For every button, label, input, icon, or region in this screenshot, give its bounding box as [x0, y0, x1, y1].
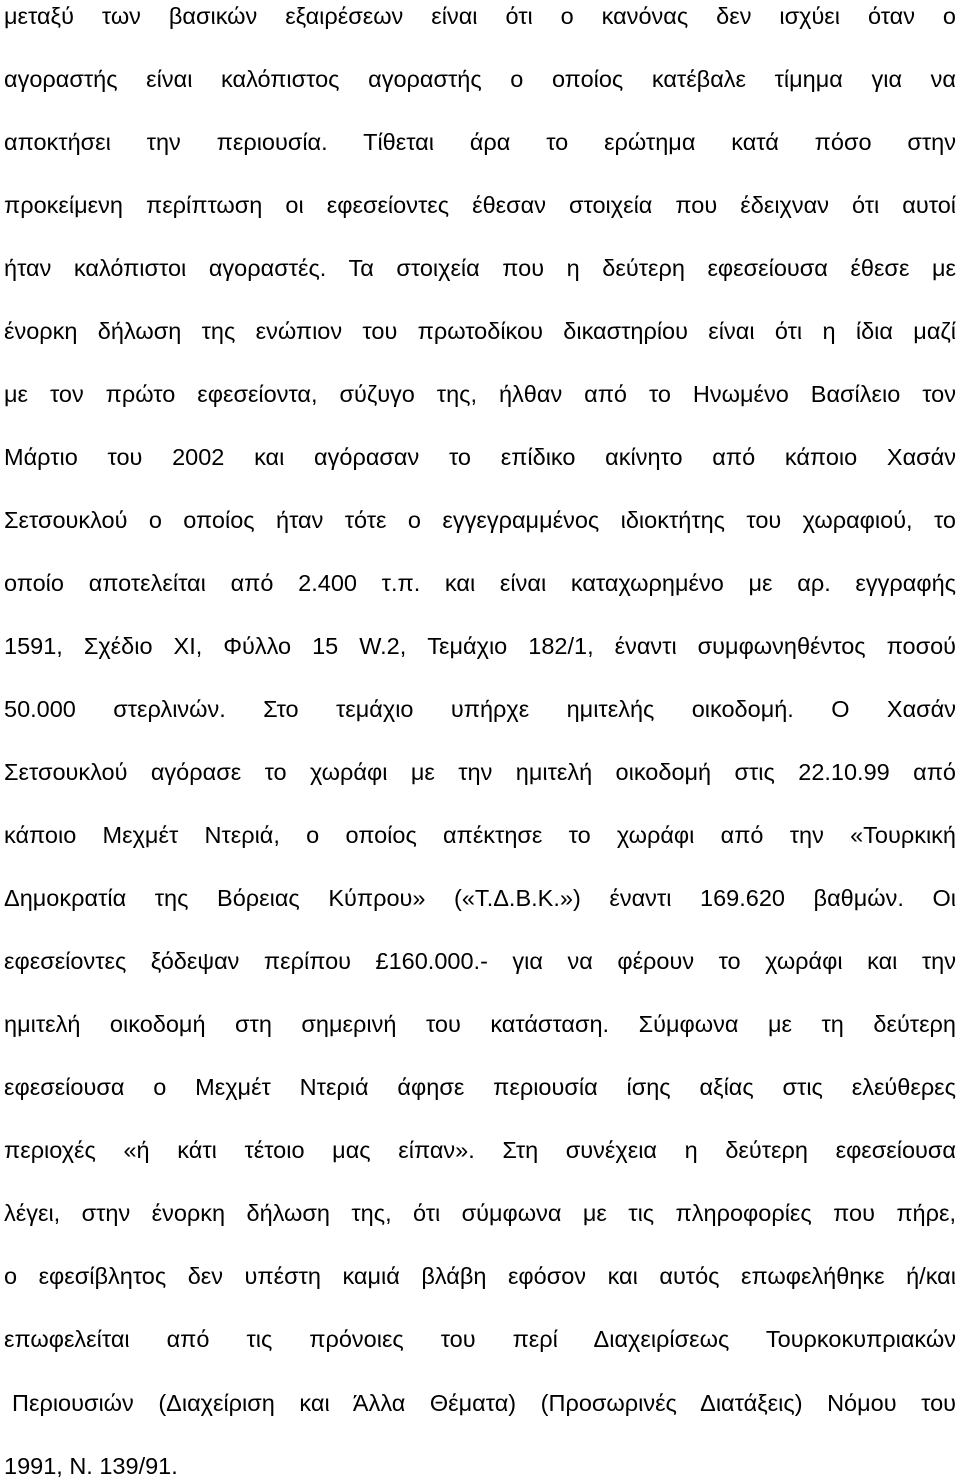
- text-line: Δημοκρατία της Βόρειας Κύπρου» («Τ.Δ.Β.Κ.») έναντι 169.620 βαθμών. Οι: [4, 885, 956, 911]
- text-line: 1991, Ν. 139/91.: [4, 1453, 178, 1479]
- text-line: κάποιο Μεχμέτ Ντεριά, ο οποίος απέκτησε το χωράφι από την «Τουρκική: [4, 822, 956, 848]
- text-line: με τον πρώτο εφεσείοντα, σύζυγο της, ήλθαν από το Ηνωμένο Βασίλειο τον: [4, 381, 956, 407]
- text-line: Σετσουκλού αγόρασε το χωράφι με την ημιτελή οικοδομή στις 22.10.99 από: [4, 759, 956, 785]
- text-line: οποίο αποτελείται από 2.400 τ.π. και είναι καταχωρημένο με αρ. εγγραφής: [4, 570, 956, 596]
- text-line: εφεσείοντες ξόδεψαν περίπου £160.000.- για να φέρουν το χωράφι και την: [4, 948, 956, 974]
- text-line: Σετσουκλού ο οποίος ήταν τότε ο εγγεγραμμένος ιδιοκτήτης του χωραφιού, το: [4, 507, 956, 533]
- text-line: Περιουσιών (Διαχείριση και Άλλα Θέματα) (Προσωρινές Διατάξεις) Νόμου του: [12, 1390, 956, 1416]
- text-line: μεταξύ των βασικών εξαιρέσεων είναι ότι ο κανόνας δεν ισχύει όταν ο: [4, 3, 956, 29]
- text-line: λέγει, στην ένορκη δήλωση της, ότι σύμφωνα με τις πληροφορίες που πήρε,: [4, 1200, 956, 1226]
- text-line: αγοραστής είναι καλόπιστος αγοραστής ο οποίος κατέβαλε τίμημα για να: [4, 66, 956, 92]
- text-line: προκείμενη περίπτωση οι εφεσείοντες έθεσαν στοιχεία που έδειχναν ότι αυτοί: [4, 192, 956, 218]
- text-line: ένορκη δήλωση της ενώπιον του πρωτοδίκου δικαστηρίου είναι ότι η ίδια μαζί: [4, 318, 956, 344]
- text-line: 50.000 στερλινών. Στο τεμάχιο υπήρχε ημιτελής οικοδομή. Ο Χασάν: [4, 696, 956, 722]
- text-line: ημιτελή οικοδομή στη σημερινή του κατάσταση. Σύμφωνα με τη δεύτερη: [4, 1011, 956, 1037]
- text-line: επωφελείται από τις πρόνοιες του περί Διαχειρίσεως Τουρκοκυπριακών: [4, 1326, 956, 1352]
- text-line: Μάρτιο του 2002 και αγόρασαν το επίδικο ακίνητο από κάποιο Χασάν: [4, 444, 956, 470]
- text-line: αποκτήσει την περιουσία. Τίθεται άρα το ερώτημα κατά πόσο στην: [4, 129, 956, 155]
- text-line: εφεσείουσα ο Μεχμέτ Ντεριά άφησε περιουσία ίσης αξίας στις ελεύθερες: [4, 1074, 956, 1100]
- text-line: 1591, Σχέδιο XI, Φύλλο 15 W.2, Τεμάχιο 182/1, έναντι συμφωνηθέντος ποσού: [4, 633, 956, 659]
- text-line: ο εφεσίβλητος δεν υπέστη καμιά βλάβη εφόσον και αυτός επωφελήθηκε ή/και: [4, 1263, 956, 1289]
- text-line: περιοχές «ή κάτι τέτοιο μας είπαν». Στη συνέχεια η δεύτερη εφεσείουσα: [4, 1137, 956, 1163]
- text-line: ήταν καλόπιστοι αγοραστές. Τα στοιχεία που η δεύτερη εφεσείουσα έθεσε με: [4, 255, 956, 281]
